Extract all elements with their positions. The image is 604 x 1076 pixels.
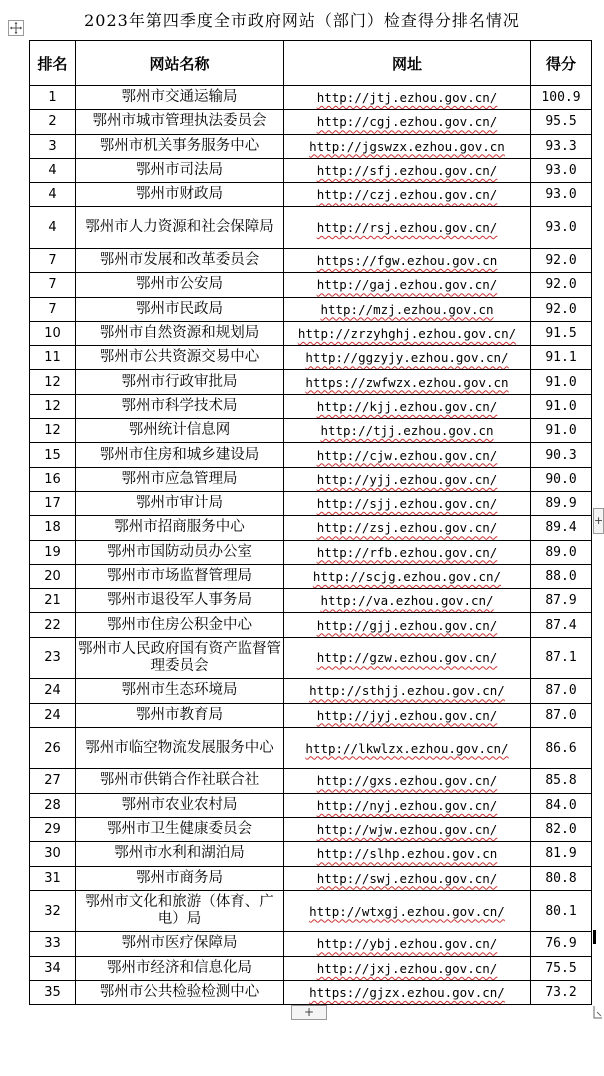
table-move-handle[interactable] — [8, 20, 24, 36]
url-cell[interactable]: http://rfb.ezhou.gov.cn/ — [284, 540, 531, 564]
ranking-table — [29, 40, 592, 1005]
url-cell[interactable]: http://nyj.ezhou.gov.cn/ — [284, 793, 531, 817]
rank-cell: 10 — [30, 321, 76, 345]
table-row — [30, 932, 592, 956]
table-row — [30, 467, 592, 491]
site-name-cell: 鄂州市民政局 — [76, 297, 284, 321]
rank-cell: 7 — [30, 297, 76, 321]
rank-cell: 24 — [30, 679, 76, 703]
site-name-cell: 鄂州市公共资源交易中心 — [76, 346, 284, 370]
score-cell: 100.9 — [531, 86, 592, 110]
header-score: 得分 — [531, 41, 592, 86]
table-row — [30, 540, 592, 564]
score-cell: 92.0 — [531, 297, 592, 321]
score-cell: 84.0 — [531, 793, 592, 817]
table-row — [30, 980, 592, 1004]
rank-cell: 35 — [30, 980, 76, 1004]
column-boundary-marker — [593, 930, 596, 944]
rank-cell: 32 — [30, 890, 76, 932]
rank-cell: 3 — [30, 134, 76, 158]
table-row — [30, 769, 592, 793]
add-row-button[interactable]: + — [291, 1005, 327, 1020]
table-row — [30, 637, 592, 679]
table-row — [30, 564, 592, 588]
url-cell[interactable]: http://czj.ezhou.gov.cn/ — [284, 183, 531, 207]
url-cell[interactable]: https://fgw.ezhou.gov.cn — [284, 248, 531, 272]
site-name-cell: 鄂州市住房和城乡建设局 — [76, 443, 284, 467]
site-name-cell: 鄂州市教育局 — [76, 703, 284, 727]
rank-cell: 34 — [30, 956, 76, 980]
table-header-row — [30, 41, 592, 86]
site-name-cell: 鄂州市水利和湖泊局 — [76, 842, 284, 866]
url-cell[interactable]: http://sfj.ezhou.gov.cn/ — [284, 158, 531, 182]
url-cell[interactable]: http://wtxgj.ezhou.gov.cn/ — [284, 890, 531, 932]
url-cell[interactable]: http://gzw.ezhou.gov.cn/ — [284, 637, 531, 679]
score-cell: 91.0 — [531, 370, 592, 394]
score-cell: 87.0 — [531, 679, 592, 703]
table-row — [30, 491, 592, 515]
url-cell[interactable]: http://sjj.ezhou.gov.cn/ — [284, 491, 531, 515]
rank-cell: 15 — [30, 443, 76, 467]
rank-cell: 33 — [30, 932, 76, 956]
site-name-cell: 鄂州市商务局 — [76, 866, 284, 890]
score-cell: 87.9 — [531, 589, 592, 613]
site-name-cell: 鄂州市机关事务服务中心 — [76, 134, 284, 158]
table-row — [30, 419, 592, 443]
rank-cell: 24 — [30, 703, 76, 727]
url-cell[interactable]: http://mzj.ezhou.gov.cn — [284, 297, 531, 321]
site-name-cell: 鄂州市卫生健康委员会 — [76, 817, 284, 841]
rank-cell: 19 — [30, 540, 76, 564]
add-column-button[interactable]: + — [593, 508, 604, 534]
url-cell[interactable]: https://zwfwzx.ezhou.gov.cn — [284, 370, 531, 394]
site-name-cell: 鄂州市交通运输局 — [76, 86, 284, 110]
url-cell[interactable]: http://zrzyhghj.ezhou.gov.cn/ — [284, 321, 531, 345]
rank-cell: 23 — [30, 637, 76, 679]
url-cell[interactable]: http://gaj.ezhou.gov.cn/ — [284, 273, 531, 297]
table-row — [30, 273, 592, 297]
rank-cell: 29 — [30, 817, 76, 841]
table-row — [30, 110, 592, 134]
table-row — [30, 703, 592, 727]
table-body — [30, 86, 592, 1005]
table-row — [30, 297, 592, 321]
score-cell: 80.1 — [531, 890, 592, 932]
table-row — [30, 679, 592, 703]
table-row — [30, 346, 592, 370]
header-url: 网址 — [284, 41, 531, 86]
score-cell: 91.5 — [531, 321, 592, 345]
table-row — [30, 589, 592, 613]
rank-cell: 7 — [30, 248, 76, 272]
table-row — [30, 134, 592, 158]
site-name-cell: 鄂州统计信息网 — [76, 419, 284, 443]
score-cell: 80.8 — [531, 866, 592, 890]
site-name-cell: 鄂州市经济和信息化局 — [76, 956, 284, 980]
rank-cell: 21 — [30, 589, 76, 613]
site-name-cell: 鄂州市发展和改革委员会 — [76, 248, 284, 272]
table-row — [30, 183, 592, 207]
site-name-cell: 鄂州市司法局 — [76, 158, 284, 182]
score-cell: 90.3 — [531, 443, 592, 467]
site-name-cell: 鄂州市退役军人事务局 — [76, 589, 284, 613]
score-cell: 90.0 — [531, 467, 592, 491]
score-cell: 81.9 — [531, 842, 592, 866]
score-cell: 87.0 — [531, 703, 592, 727]
rank-cell: 4 — [30, 158, 76, 182]
rank-cell: 30 — [30, 842, 76, 866]
rank-cell: 4 — [30, 183, 76, 207]
rank-cell: 12 — [30, 394, 76, 418]
table-row — [30, 370, 592, 394]
score-cell: 93.0 — [531, 158, 592, 182]
table-row — [30, 207, 592, 249]
table-row — [30, 890, 592, 932]
url-cell[interactable]: http://jtj.ezhou.gov.cn/ — [284, 86, 531, 110]
rank-cell: 12 — [30, 370, 76, 394]
site-name-cell: 鄂州市财政局 — [76, 183, 284, 207]
table-row — [30, 727, 592, 769]
site-name-cell: 鄂州市市场监督管理局 — [76, 564, 284, 588]
url-cell[interactable]: http://zsj.ezhou.gov.cn/ — [284, 516, 531, 540]
url-cell[interactable]: http://tjj.ezhou.gov.cn — [284, 419, 531, 443]
score-cell: 91.0 — [531, 419, 592, 443]
table-row — [30, 248, 592, 272]
url-cell[interactable]: http://jxj.ezhou.gov.cn/ — [284, 956, 531, 980]
site-name-cell: 鄂州市临空物流发展服务中心 — [76, 727, 284, 769]
score-cell: 87.4 — [531, 613, 592, 637]
url-cell[interactable]: http://ybj.ezhou.gov.cn/ — [284, 932, 531, 956]
score-cell: 89.0 — [531, 540, 592, 564]
score-cell: 92.0 — [531, 248, 592, 272]
site-name-cell: 鄂州市人民政府国有资产监督管理委员会 — [76, 637, 284, 679]
url-cell[interactable]: http://jgswzx.ezhou.gov.cn — [284, 134, 531, 158]
rank-cell: 17 — [30, 491, 76, 515]
table-row — [30, 516, 592, 540]
rank-cell: 16 — [30, 467, 76, 491]
rank-cell: 20 — [30, 564, 76, 588]
site-name-cell: 鄂州市行政审批局 — [76, 370, 284, 394]
score-cell: 73.2 — [531, 980, 592, 1004]
url-cell[interactable]: http://wjw.ezhou.gov.cn/ — [284, 817, 531, 841]
score-cell: 76.9 — [531, 932, 592, 956]
rank-cell: 11 — [30, 346, 76, 370]
score-cell: 93.3 — [531, 134, 592, 158]
score-cell: 93.0 — [531, 183, 592, 207]
score-cell: 86.6 — [531, 727, 592, 769]
header-rank: 排名 — [30, 41, 76, 86]
site-name-cell: 鄂州市住房公积金中心 — [76, 613, 284, 637]
score-cell: 87.1 — [531, 637, 592, 679]
site-name-cell: 鄂州市审计局 — [76, 491, 284, 515]
site-name-cell: 鄂州市国防动员办公室 — [76, 540, 284, 564]
site-name-cell: 鄂州市供销合作社联合社 — [76, 769, 284, 793]
site-name-cell: 鄂州市人力资源和社会保障局 — [76, 207, 284, 249]
site-name-cell: 鄂州市医疗保障局 — [76, 932, 284, 956]
url-cell[interactable]: http://cgj.ezhou.gov.cn/ — [284, 110, 531, 134]
url-cell[interactable]: http://cjw.ezhou.gov.cn/ — [284, 443, 531, 467]
score-cell: 75.5 — [531, 956, 592, 980]
url-cell[interactable]: http://ggzyjy.ezhou.gov.cn/ — [284, 346, 531, 370]
site-name-cell: 鄂州市公共检验检测中心 — [76, 980, 284, 1004]
score-cell: 92.0 — [531, 273, 592, 297]
url-cell[interactable]: http://va.ezhou.gov.cn/ — [284, 589, 531, 613]
rank-cell: 18 — [30, 516, 76, 540]
url-cell[interactable]: http://yjj.ezhou.gov.cn/ — [284, 467, 531, 491]
url-cell[interactable]: http://jyj.ezhou.gov.cn/ — [284, 703, 531, 727]
table-row — [30, 394, 592, 418]
site-name-cell: 鄂州市招商服务中心 — [76, 516, 284, 540]
rank-cell: 4 — [30, 207, 76, 249]
score-cell: 85.8 — [531, 769, 592, 793]
url-cell[interactable]: http://kjj.ezhou.gov.cn/ — [284, 394, 531, 418]
rank-cell: 28 — [30, 793, 76, 817]
table-row — [30, 158, 592, 182]
document-title: 2023年第四季度全市政府网站（部门）检查得分排名情况 — [84, 11, 520, 30]
score-cell: 93.0 — [531, 207, 592, 249]
rank-cell: 7 — [30, 273, 76, 297]
url-cell[interactable]: http://gjj.ezhou.gov.cn/ — [284, 613, 531, 637]
score-cell: 88.0 — [531, 564, 592, 588]
table-row — [30, 866, 592, 890]
score-cell: 91.1 — [531, 346, 592, 370]
table-row — [30, 817, 592, 841]
rank-cell: 31 — [30, 866, 76, 890]
header-site-name: 网站名称 — [76, 41, 284, 86]
table-row — [30, 613, 592, 637]
table-resize-handle[interactable] — [592, 1004, 604, 1020]
site-name-cell: 鄂州市文化和旅游（体育、广电）局 — [76, 890, 284, 932]
table-row — [30, 793, 592, 817]
table-row — [30, 321, 592, 345]
table-row — [30, 86, 592, 110]
site-name-cell: 鄂州市农业农村局 — [76, 793, 284, 817]
rank-cell: 26 — [30, 727, 76, 769]
move-arrows-icon — [9, 21, 23, 35]
table-row — [30, 443, 592, 467]
site-name-cell: 鄂州市城市管理执法委员会 — [76, 110, 284, 134]
score-cell: 91.0 — [531, 394, 592, 418]
site-name-cell: 鄂州市自然资源和规划局 — [76, 321, 284, 345]
score-cell: 95.5 — [531, 110, 592, 134]
url-cell[interactable]: http://sthjj.ezhou.gov.cn/ — [284, 679, 531, 703]
url-cell[interactable]: http://swj.ezhou.gov.cn/ — [284, 866, 531, 890]
rank-cell: 12 — [30, 419, 76, 443]
score-cell: 89.9 — [531, 491, 592, 515]
score-cell: 82.0 — [531, 817, 592, 841]
rank-cell: 22 — [30, 613, 76, 637]
table-row — [30, 842, 592, 866]
site-name-cell: 鄂州市科学技术局 — [76, 394, 284, 418]
rank-cell: 2 — [30, 110, 76, 134]
site-name-cell: 鄂州市生态环境局 — [76, 679, 284, 703]
url-cell[interactable]: http://lkwlzx.ezhou.gov.cn/ — [284, 727, 531, 769]
site-name-cell: 鄂州市公安局 — [76, 273, 284, 297]
rank-cell: 27 — [30, 769, 76, 793]
site-name-cell: 鄂州市应急管理局 — [76, 467, 284, 491]
resize-corner-icon — [592, 1004, 604, 1020]
score-cell: 89.4 — [531, 516, 592, 540]
url-cell[interactable]: http://gxs.ezhou.gov.cn/ — [284, 769, 531, 793]
rank-cell: 1 — [30, 86, 76, 110]
url-cell[interactable]: https://gjzx.ezhou.gov.cn/ — [284, 980, 531, 1004]
url-cell[interactable]: http://slhp.ezhou.gov.cn — [284, 842, 531, 866]
table-row — [30, 956, 592, 980]
url-cell[interactable]: http://rsj.ezhou.gov.cn/ — [284, 207, 531, 249]
url-cell[interactable]: http://scjg.ezhou.gov.cn/ — [284, 564, 531, 588]
